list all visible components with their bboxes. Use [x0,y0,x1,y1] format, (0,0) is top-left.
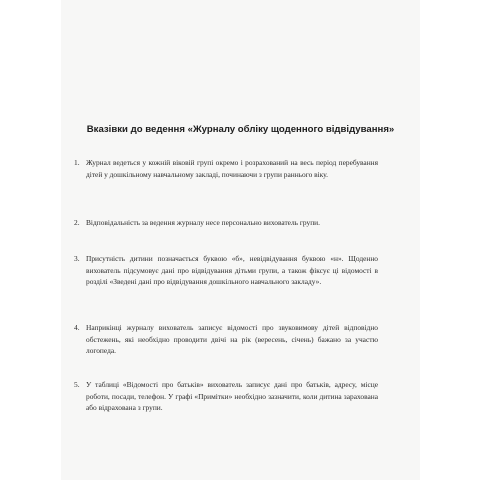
list-item-number: 4. [74,323,80,332]
list-item [74,217,378,229]
list-item-number: 1. [74,158,80,167]
list-item [74,379,378,414]
list-item [74,253,378,288]
list-item-text: Відповідальність за ведення журналу несе персонально вихователь групи. [86,218,320,227]
list-item-text: Наприкінці журналу вихователь записує відомості про звуковимову дітей відповідно обстежень, які необхідно проводити двічі на рік (вересень, січень) бажано за участю логопеда. [86,323,378,356]
document-page [61,0,420,480]
document-title: Вказівки до ведення «Журналу обліку щоденного відвідування» [86,124,395,135]
list-item-number: 3. [74,254,80,263]
list-item [74,157,378,180]
list-item-text: Журнал ведеться у кожній віковій групі окремо і розрахований на весь період перебування дітей у дошкільному навчальному закладі, починаючи з групи раннього віку. [86,158,378,179]
list-item [74,322,378,357]
list-item-number: 5. [74,380,80,389]
list-item-text: Присутність дитини позначається буквою «б», невідвідування буквою «н». Щоденно вихователь підсумовує дані про відвідування дітьми групи, а також фіксує ці відомості в розділі «Зведені дані про відвідування дошкільного навчального закладу». [86,254,378,287]
list-item-text: У таблиці «Відомості про батьків» вихователь записує дані про батьків, адресу, місце роботи, посади, телефон. У графі «Примітки» необхідно зазначити, коли дитина зарахована або відрахована з групи. [86,380,378,413]
list-item-number: 2. [74,218,80,227]
